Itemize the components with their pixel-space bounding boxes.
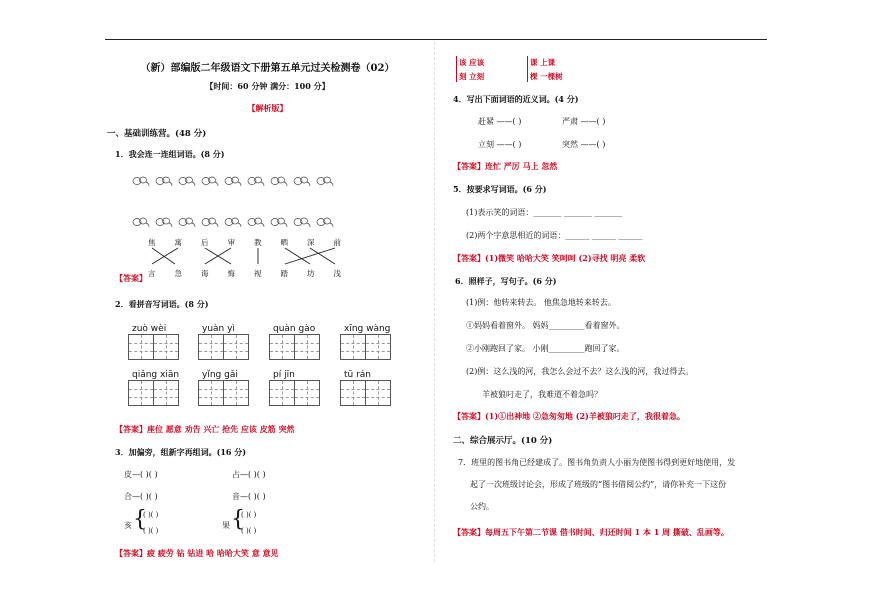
q4-row2-b: 突然 ——( ) xyxy=(562,140,606,149)
flower-decoration-icon xyxy=(270,172,288,184)
flower-decoration-icon xyxy=(178,172,196,184)
q2-pinyin: pí jīn xyxy=(273,370,295,380)
q1-label: 1．我会连一连组词语。(8 分) xyxy=(115,149,225,159)
q3-brace-right-slot-1: ( )( ) xyxy=(241,511,257,519)
flower-decoration-icon xyxy=(155,172,173,184)
flower-decoration-icon xyxy=(155,213,173,225)
flower-decoration-icon xyxy=(132,213,150,225)
pair-col1-line1: 该 应该 xyxy=(459,58,485,67)
q3-answer: 【答案】疲 疲劳 钻 钻进 哈 哈哈大笑 意 意见 xyxy=(115,548,279,558)
pair-col2-line1: 课 上课 xyxy=(530,58,556,67)
q1-top-char: 焦 xyxy=(148,238,156,247)
flower-decoration-icon xyxy=(201,172,219,184)
q2-writing-grid[interactable] xyxy=(340,334,390,360)
flower-decoration-icon xyxy=(316,172,334,184)
flower-decoration-icon xyxy=(132,172,150,184)
flower-decoration-icon xyxy=(316,213,334,225)
q2-writing-grid[interactable] xyxy=(198,334,248,360)
q2-pinyin: quàn gào xyxy=(273,324,316,334)
flower-decoration-icon xyxy=(224,172,242,184)
pair-bracket-1 xyxy=(456,56,457,82)
q1-bottom-char: 浅 xyxy=(333,269,341,278)
flower-decoration-icon xyxy=(247,213,265,225)
q7-line2: 起了一次班级讨论会，形成了班级的“图书借阅公约”，请你补充一下这份 xyxy=(470,480,727,489)
q3-brace-right-slot-2: ( )( ) xyxy=(241,527,257,535)
q6-sentence1: ①妈妈看着窗外。 妈妈_________看着窗外。 xyxy=(466,321,625,330)
q3-line-2-right: 音—( )( ) xyxy=(232,492,266,501)
flower-decoration-icon xyxy=(201,213,219,225)
q2-pinyin: xīng wàng xyxy=(344,324,391,334)
q7-line3: 公约。 xyxy=(470,502,494,511)
q3-line-2-left: 合—( )( ) xyxy=(124,492,158,501)
pair-col1-line2: 刻 立刻 xyxy=(459,72,485,81)
q3-brace-right-char: 果 xyxy=(222,521,230,530)
q2-answer: 【答案】座位 愿意 劝告 兴亡 抢先 应该 皮筋 突然 xyxy=(115,424,295,434)
q2-pinyin: qiǎng xiān xyxy=(132,370,180,380)
q6-sentence3: 羊被狼叼走了，我难道不着急吗？ xyxy=(482,390,602,399)
flower-decoration-icon xyxy=(224,213,242,225)
q6-example2: (2)例：这么浅的河，我怎么会过不去？这么浅的河，我过得去。 xyxy=(466,367,694,376)
q2-pinyin: zuò wèi xyxy=(132,324,167,334)
q2-pinyin: yǐng gǎi xyxy=(202,370,238,380)
version-label: 【解析版】 xyxy=(247,103,288,113)
flower-decoration-icon xyxy=(293,172,311,184)
q5-label: 5．按要求写词语。(6 分) xyxy=(453,184,547,194)
q5-line2: (2)两个字意思相近的词语：______ ______ ______ xyxy=(466,231,643,240)
q2-writing-grid[interactable] xyxy=(128,380,178,406)
q4-row2-a: 立刻 ——( ) xyxy=(478,140,522,149)
q1-bottom-char: 坊 xyxy=(307,269,315,278)
q3-line-1-right: 占—( )( ) xyxy=(232,470,266,479)
page-title: （新）部编版二年级语文下册第五单元过关检测卷（02） xyxy=(140,63,395,74)
q3-brace-left-char: 亥 xyxy=(124,521,132,530)
page-divider xyxy=(434,42,435,562)
pair-col2-line2: 棵 一棵树 xyxy=(530,72,563,81)
q5-answer: 【答案】(1)微笑 哈哈大笑 笑呵呵 (2)寻找 明亮 柔软 xyxy=(453,253,646,263)
q2-pinyin: yuàn yì xyxy=(202,324,235,334)
q2-pinyin: tū rán xyxy=(344,370,372,380)
q1-top-char: 前 xyxy=(333,238,341,247)
q1-top-char: 晒 xyxy=(280,238,288,247)
q7-answer: 【答案】每周五下午第二节课 借书时间、归还时间 1 本 1 周 撕破、乱画等。 xyxy=(453,527,729,537)
q1-bottom-char: 急 xyxy=(174,269,182,278)
section-2-heading: 二、综合展示厅。(10 分) xyxy=(453,436,553,446)
flower-decoration-icon xyxy=(247,172,265,184)
q3-brace-left-slot-2: ( )( ) xyxy=(143,527,159,535)
q2-writing-grid[interactable] xyxy=(198,380,248,406)
q3-line-1-left: 皮—( )( ) xyxy=(124,470,158,479)
top-rule xyxy=(105,39,767,40)
q5-line1: (1)表示笑的词语：_______ _______ _______ xyxy=(466,208,623,217)
q1-top-char: 教 xyxy=(254,238,262,247)
pair-bracket-2 xyxy=(527,56,528,82)
q1-answer-label: 【答案】 xyxy=(115,273,147,283)
q3-brace-right: { xyxy=(231,507,245,532)
q6-answer: 【答案】(1)①出神地 ②急匆匆地 (2)羊被狼叼走了，我很着急。 xyxy=(453,411,685,421)
q1-bottom-char: 言 xyxy=(148,269,156,278)
q1-top-char: 寓 xyxy=(174,238,182,247)
q1-bottom-char: 悔 xyxy=(227,269,235,278)
q1-bottom-char: 踏 xyxy=(280,269,288,278)
q2-label: 2．看拼音写词语。(8 分) xyxy=(115,299,209,309)
flower-decoration-icon xyxy=(178,213,196,225)
q4-row1-b: 严肃 ——( ) xyxy=(562,117,606,126)
q2-writing-grid[interactable] xyxy=(269,334,319,360)
q4-label: 4．写出下面词语的近义词。(4 分) xyxy=(453,94,579,104)
q4-row1-a: 赶紧 ——( ) xyxy=(478,117,522,126)
q1-top-char: 深 xyxy=(307,238,315,247)
q1-top-char: 后 xyxy=(201,238,209,247)
q4-answer: 【答案】连忙 严厉 马上 忽然 xyxy=(453,161,558,171)
q1-bottom-char: 诲 xyxy=(201,269,209,278)
flower-decoration-icon xyxy=(293,213,311,225)
section-1-heading: 一、基础训练营。(48 分) xyxy=(107,129,207,139)
flower-decoration-icon xyxy=(270,213,288,225)
exam-meta: 【时间：60 分钟 满分：100 分】 xyxy=(205,81,330,91)
q6-label: 6．照样子，写句子。(6 分) xyxy=(455,276,557,286)
q6-sentence2: ②小刚跑回了家。 小刚_________跑回了家。 xyxy=(466,344,625,353)
q6-example1: (1)例：他转来转去。 他焦急地转来转去。 xyxy=(466,298,616,307)
q3-brace-left: { xyxy=(133,507,147,532)
q2-writing-grid[interactable] xyxy=(269,380,319,406)
q3-label: 3．加偏旁，组新字再组词。(16 分) xyxy=(115,447,247,457)
q1-top-char: 审 xyxy=(227,238,235,247)
q7-line1: 7．班里的图书角已经建成了。图书角负责人小丽为使图书得到更好地使用，发 xyxy=(458,458,736,467)
q1-matching-lines xyxy=(130,246,350,268)
q3-brace-left-slot-1: ( )( ) xyxy=(143,511,159,519)
q2-writing-grid[interactable] xyxy=(340,380,390,406)
q2-writing-grid[interactable] xyxy=(128,334,178,360)
q1-bottom-char: 视 xyxy=(254,269,262,278)
